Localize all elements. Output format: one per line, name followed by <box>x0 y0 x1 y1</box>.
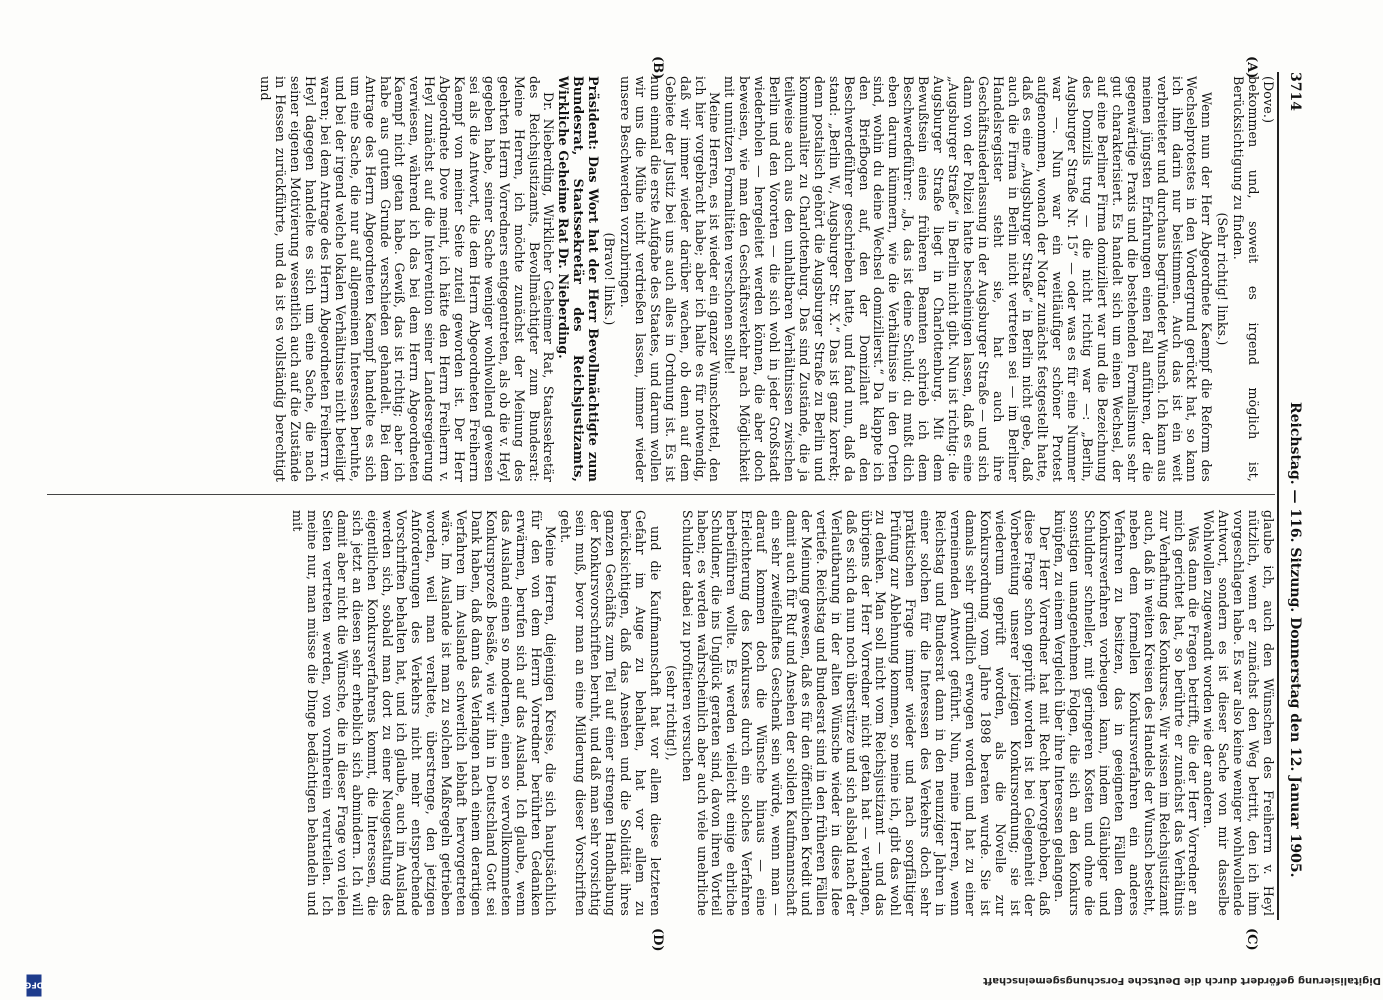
margin-mark-b: (B) <box>650 56 665 80</box>
paragraph: Wenn nun der Herr Abgeordnete Kaempf die Reform des Wechselprotestes in den Vordergrund gerückt hat, so kann ich ihm darin nur beistimmen. Auch das ist ein weit verbreiteter und durchaus begründeter Wunsch. Ich kann aus meinen jüngsten Erfahrungen einen Fall anführen, der die gegenwärtige Praxis und die bestehenden Formalismus sehr gut charakterisiert. Es handelt sich um einen Wechsel, der auf eine Berliner Firma domiziliert war und die Bezeichnung des Domizils trug — die nicht richtig war —: „Berlin, Augsburger Straße Nr. 15“ — oder was es für eine Nummer war —. Nun war ein weitläufiger schöner Protest aufgenommen, wonach der Notar zunächst festgestellt hatte, daß es eine „Augsburger Straße“ in Berlin nicht gebe, daß auch die Firma in Berlin nicht vertreten sei — im Berliner Handelsregister steht sie, hat auch ihre Geschäftsniederlassung in der Augsburger Straße — und sich dann von der Polizei hatte bescheinigen lassen, daß es eine „Augsburger Straße“ in Berlin nicht gibt. Nun ist richtig: die Augsburger Straße liegt in Charlottenburg. Mit dem Bewußtsein eines früheren Beamten schrieb ich dem Beschwerdeführer: „Ja, das ist deine Schuld; du mußt dich eben darum kümmern, wie die Verhältnisse in den Orten sind, wohin du deine Wechsel domizilierst.“ Da klappte ich den Briefbogen auf, den der Domizilant an den Beschwerdeführer geschrieben hatte, und fand nun, daß da stand: „Berlin W., Augsburger Str. X.“ Das ist ganz korrekt; denn postalisch gehört die Augsburger Straße zu Berlin und kommunaliter zu Charlottenburg. Das sind Zustände, die ja teilweise auch aus den unhaltbaren Verhältnissen zwischen Berlin und den Vororten — die sich wohl in jeder Großstadt wiederholen — hergeleitet werden können, die aber doch beweisen, wie man den Geschäftsverkehr nach Möglichkeit mit unnützen Formalitäten verschonen sollte! <box>722 76 1215 482</box>
paragraph: Meine Herren, diejenigen Kreise, die sich hauptsächlich für den von dem Herrn Vorredner berührten Gedanken erwärmen, berufen sich auf das Ausland. Ich glaube, wenn das Ausland einen so modernen, einen so vervollkommneten Konkursprozeß besäße, wie wir ihn in Deutschland Gott sei Dank haben, daß dann das Verlangen nach einem derartigen Verfahren im Auslande schwerlich lebhaft hervorgetreten wäre. Im Auslande ist man zu solchen Maßregeln getrieben worden, weil man veraltete, überstrenge, den jetzigen Anforderungen des Verkehrs nicht mehr entsprechende Vorschriften behalten hat, und ich glaube, auch im Ausland werden sich, sobald man dort zu einer Neugestaltung des eigentlichen Konkursverfahrens kommt, die Interessen, die sich jetzt an diesen sehr erheblich sich abmindern. Ich will damit aber nicht die Wünsche, die in dieser Frage von vielen Seiten vertreten werden, von vornherein verurteilen. Ich meine nur, man müsse die Dinge bedächtigen behandeln und mit <box>290 510 559 916</box>
interjection: (Sehr richtig! links.) <box>1215 212 1231 346</box>
speaker-paragraph: Präsident: Das Wort hat der Herr Bevollmächtigte zum Bundesrat, Staatssekretär des Reichsjustizamts, Wirkliche Geheime Rat Dr. Nieberding. <box>556 76 602 482</box>
column-divider <box>47 494 1275 495</box>
paragraph: glaube ich, auch den Wünschen des Freiherrn v. Heyl nützlich, wenn er zunächst den Weg betritt, den ich ihm vorgeschlagen habe. Es war also keine weniger wohlwollende Antwort, sondern es ist dieser Sache von mir dasselbe Wohlwollen zugewandt worden wie der anderen. <box>1201 510 1276 916</box>
digitization-credit-text: Digitalisierung gefördert durch die Deutsche Forschungsgemeinschaft <box>983 975 1381 986</box>
dfg-logo: DFG <box>27 975 42 997</box>
paragraph: Was dann die Fragen betrifft, die der Herr Vorredner an mich gerichtet hat, so berührte er zunächst das Verhältnis zur Verhaftung des Konkurses. Wir wissen im Reichsjustizamt auch, daß in weiten Kreisen des Handels der Wunsch besteht, neben dem formellen Konkursverfahren ein anderes Verfahren zu besitzen, das in geeigneten Fällen dem Konkursverfahren vorbeugen kann, indem Gläubiger und Schuldner schneller, mit geringeren Kosten und ohne die sonstigen unangenehmen Folgen, die sich an den Konkurs knüpfen, zu einem Vergleich über ihre Interessen gelangen. <box>1052 510 1202 916</box>
left-column <box>257 76 1275 482</box>
margin-mark-a: (A) <box>1244 56 1259 79</box>
margin-mark-c: (C) <box>1244 928 1259 951</box>
paragraph: Meine Herren, es ist wieder ein ganzer Wunschzettel, den ich hier vorgebracht habe; aber ich halte es für notwendig, daß wir immer wieder darüber wachen, ob denn auf dem Gebiete der Justiz bei uns auch alles in Ordnung ist. Es ist nun einmal die erste Aufgabe des Staates, und darum wollen wir uns die Mühe nicht verdrießen lassen, immer wieder unsere Beschwerden vorzubringen. <box>618 76 723 482</box>
page-header <box>1281 72 1303 922</box>
header-rule <box>1277 72 1279 920</box>
right-column <box>289 510 1275 916</box>
paragraph: Dr. Nieberding, Wirklicher Geheimer Rat, Staatssekretär des Reichsjustizamts, Bevollmächtigter zum Bundesrat: Meine Herren, ich möchte zunächst der Meinung des geehrten Herrn Vorredners entgegentreten, als ob die v. Heyl gegeben habe, seiner Sache weniger wohlwollend gewesen sei als die Antwort, die dem Herrn Abgeordneten Freiherrn Kaempf von meiner Seite zuteil geworden ist. Der Herr Abgeordnete Dove meint, ich hätte den Herrn Freiherrn v. Heyl zunächst auf die Intervention seiner Landesregierung verwiesen, während ich das bei dem Herrn Abgeordneten Kaempf nicht getan habe. Gewiß, das ist richtig; aber ich habe aus gutem Grunde verschieden gehandelt. Bei dem Antrage des Herrn Abgeordneten Kaempf handelte es sich um eine Sache, die nur auf allgemeinen Interessen beruhte, und bei der irgend welche lokalen Verhältnisse nicht beteiligt waren; bei dem Antrage des Herrn Abgeordneten Freiherrn v. Heyl dagegen handelte es sich um eine Sache, die nach seiner eigenen Motivierung wesentlich auch auf die Zustände in Hessen zurückführte, und da ist es vollständig berechtigt und <box>258 76 557 482</box>
paragraph: bekommen und, soweit es irgend möglich ist, Berücksichtigung zu finden. <box>1231 76 1262 482</box>
paragraph: (Dove.) <box>1261 76 1276 124</box>
running-head: Reichstag. — 116. Sitzung. Donnerstag den 12. Januar 1905. <box>1287 402 1303 878</box>
interjection: (Bravo! links.) <box>602 232 618 326</box>
margin-mark-d: (D) <box>650 928 665 952</box>
interjection: (sehr richtig!), <box>663 665 679 761</box>
paragraph: und die Kaufmannschaft hat vor allem diese letzteren Gefahr im Auge zu behalten, hat vor allem zu berücksichtigen, daß das Ansehen und die Solidität ihres ganzen Geschäfts zum Teil auf einer strengen Handhabung der Konkursvorschriften beruht, und daß man sehr vorsichtig sein muß, bevor man an eine Milderung dieser Vorschriften geht. <box>558 510 663 916</box>
page-number: 3714 <box>1287 72 1303 111</box>
paragraph: Der Herr Vorredner hat mit Recht hervorgehoben, daß diese Frage schon geprüft worden ist bei Gelegenheit der Vorbereitung unserer jetzigen Konkursordnung; sie ist wiederum geprüft worden, als die Novelle zur Konkursordnung vom Jahre 1898 beraten wurde. Sie ist damals sehr gründlich erwogen worden und hat zu einer verneinenden Antwort geführt. Nun, meine Herren, wenn Reichstag und Bundesrat dann in den neunziger Jahren in einer solchen für die Interessen des Verkehrs doch sehr praktischen Frage immer wieder und nach sorgfältiger Prüfung zur Ablehnung kommen, so meine ich, gibt das wohl zu denken. Man soll nicht vom Reichsjustizamt — und das übrigens der Herr Vorredner nicht getan hat — verlangen, daß es sich da nun noch überstürze und sich alsbald nach der Verlautbarung in der alten Wünsche wieder in diese Idee vertiefe. Reichstag und Bundesrat sind in den früheren Fällen der Meinung gewesen, daß es für den öffentlichen Kredit und damit auch für Ruf und Ansehen der soliden Kaufmannschaft ein sehr zweifelhaftes Geschenk sein würde, wenn man — darauf kommen doch die Wünsche hinaus — eine Erleichterung des Konkurses durch ein solches Verfahren herbeiführen wollte. Es werden vielleicht einige ehrliche Schuldner, die ins Unglück geraten sind, davon ihren Vorteil haben; es werden wahrscheinlich aber auch viele unehrliche Schuldner dabei zu profitieren versuchen <box>679 510 1053 916</box>
